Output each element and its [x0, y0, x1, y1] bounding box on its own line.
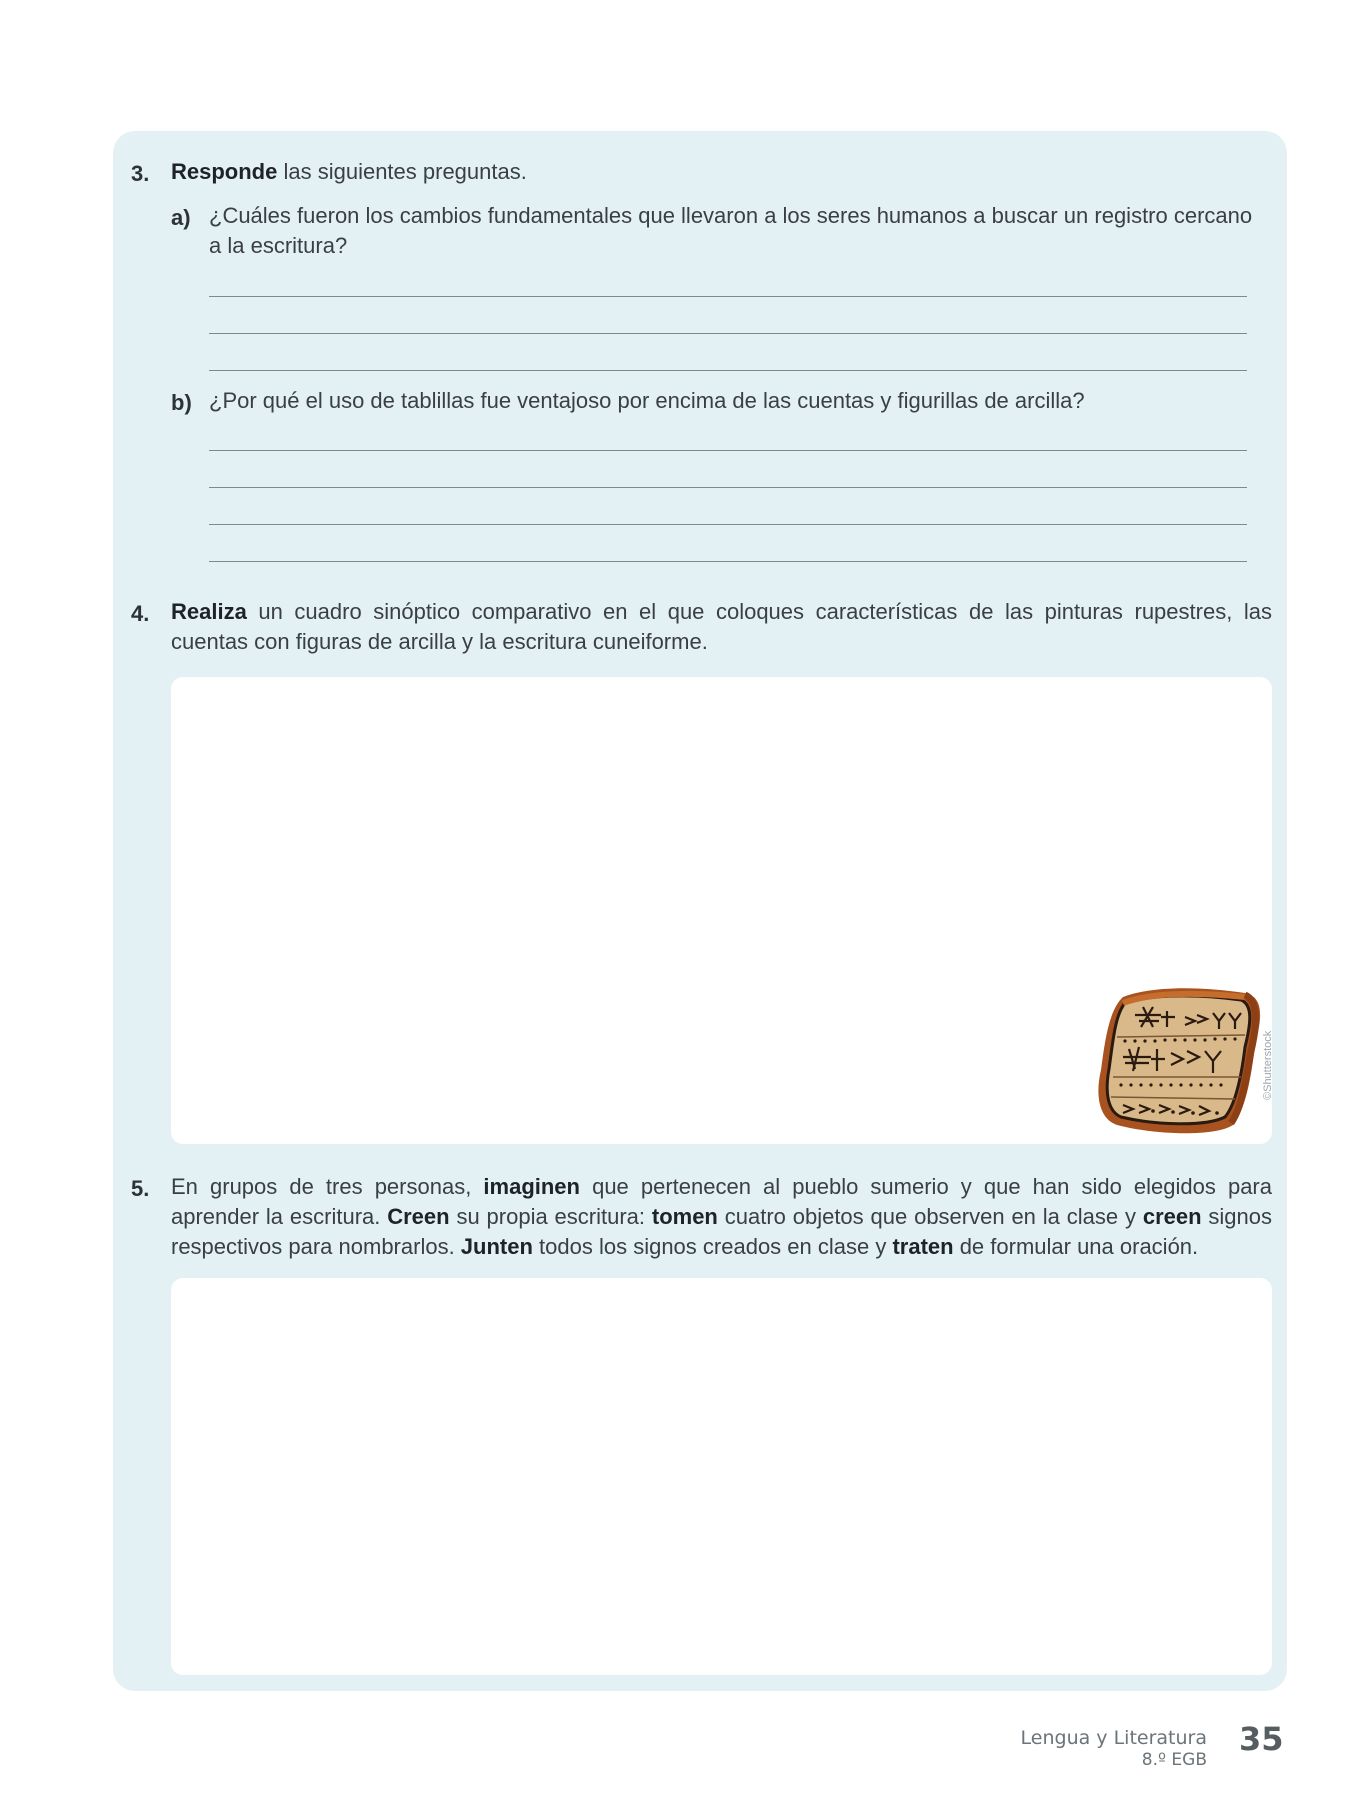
question-5-prompt [171, 1172, 1272, 1262]
keyword-tomen: tomen [651, 1204, 718, 1229]
keyword-traten: traten [892, 1234, 954, 1259]
footer-grade: 8.º EGB [1141, 1750, 1207, 1770]
text-run: signos [1201, 1204, 1272, 1229]
group-writing-answer-box[interactable] [171, 1278, 1272, 1675]
question-5-number: 5. [131, 1176, 150, 1201]
question-3b-label: b) [171, 390, 192, 415]
question-4-keyword: Realiza [171, 599, 247, 624]
question-3-number: 3. [131, 161, 150, 186]
answer-line[interactable] [209, 561, 1247, 562]
question-5-line-1 [171, 1172, 1272, 1202]
answer-line[interactable] [209, 333, 1247, 334]
keyword-creen: Creen [387, 1204, 450, 1229]
answer-line[interactable] [209, 296, 1247, 297]
question-3b-text: ¿Por qué el uso de tablillas fue ventajoso por encima de las cuentas y figurillas de arcilla? [209, 388, 1085, 413]
question-5-line-3 [171, 1232, 1272, 1262]
text-run: que pertenecen al pueblo sumerio y que han sido elegidos para [579, 1174, 1272, 1199]
cuneiform-tablet-illustration [1095, 985, 1265, 1140]
question-4-number: 4. [131, 601, 150, 626]
image-credit: ©Shutterstock [1262, 1030, 1274, 1100]
page-number: 35 [1239, 1720, 1284, 1758]
answer-line[interactable] [209, 450, 1247, 451]
keyword-junten: Junten [460, 1234, 533, 1259]
footer-subject: Lengua y Literatura [1020, 1727, 1207, 1749]
keyword-creen-lower: creen [1142, 1204, 1202, 1229]
answer-line[interactable] [209, 370, 1247, 371]
text-run: En grupos de tres personas, [171, 1174, 484, 1199]
question-3-rest: las siguientes preguntas. [277, 159, 527, 184]
question-4-line-1-rest: un cuadro sinóptico comparativo en el que coloques características de las pinturas rupestres, las [246, 599, 1272, 624]
question-3-prompt [171, 157, 527, 187]
question-4-prompt [171, 597, 1272, 657]
question-3-keyword: Responde [171, 159, 278, 184]
keyword-imaginen: imaginen [483, 1174, 580, 1199]
answer-line[interactable] [209, 487, 1247, 488]
answer-line[interactable] [209, 524, 1247, 525]
question-3a-label: a) [171, 205, 191, 230]
question-3a-line-1: ¿Cuáles fueron los cambios fundamentales que llevaron a los seres humanos a buscar un registro cercano [209, 203, 1253, 228]
text-run: todos los signos creados en clase y [532, 1234, 893, 1259]
text-run: de formular una oración. [953, 1234, 1199, 1259]
question-5-line-2 [171, 1202, 1272, 1232]
question-3a-text [209, 201, 1269, 261]
text-run: aprender la escritura. [171, 1204, 388, 1229]
question-4-line-1 [171, 597, 1272, 627]
text-run: respectivos para nombrarlos. [171, 1234, 461, 1259]
text-run: su propia escritura: [449, 1204, 652, 1229]
question-3a-line-2: a la escritura? [209, 233, 348, 258]
text-run: cuatro objetos que observen en la clase y [717, 1204, 1143, 1229]
question-4-line-2: cuentas con figuras de arcilla y la escritura cuneiforme. [171, 629, 708, 654]
